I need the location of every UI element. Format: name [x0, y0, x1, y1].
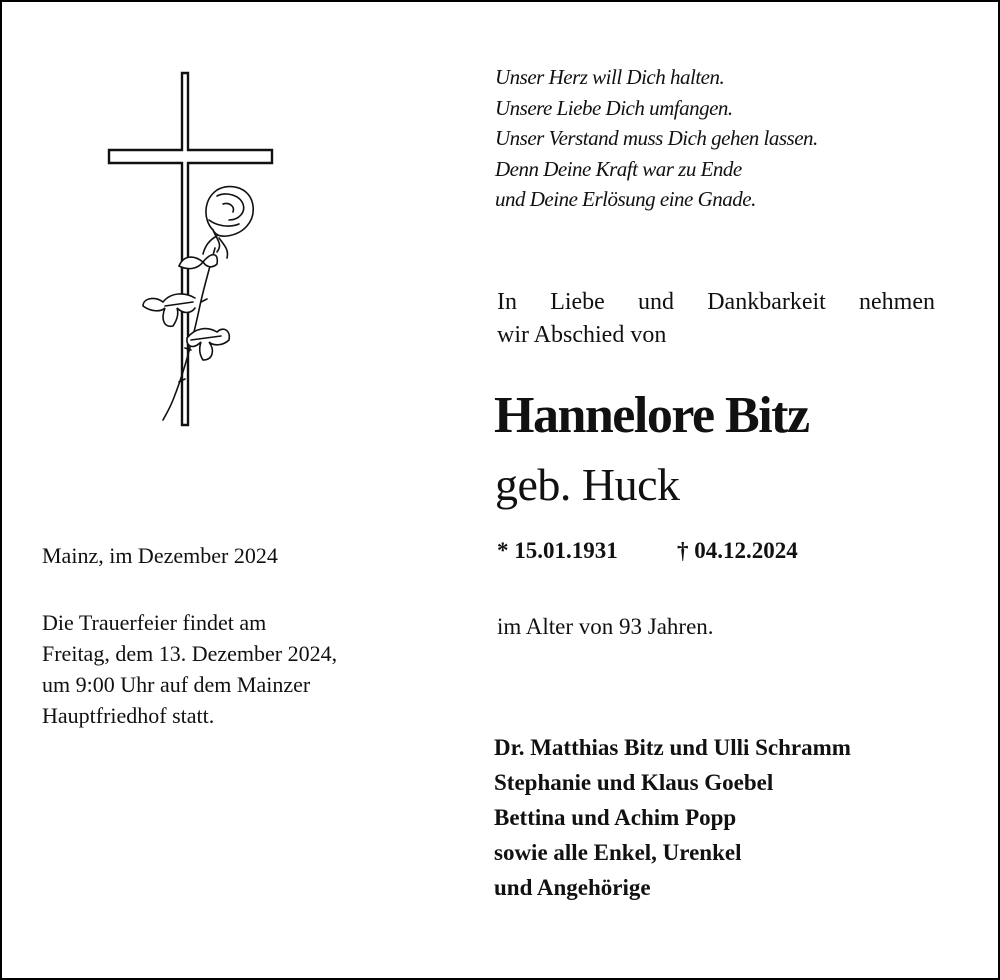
mourner-line: sowie alle Enkel, Urenkel — [494, 840, 742, 865]
mourners-list — [494, 730, 851, 905]
place-date: Mainz, im Dezember 2024 — [42, 543, 278, 568]
mourner-line: Stephanie und Klaus Goebel — [494, 770, 774, 795]
mourner-line: und Angehörige — [494, 875, 651, 900]
funeral-notice — [42, 607, 337, 731]
deceased-name: Hannelore Bitz — [494, 387, 809, 444]
death-date: † 04.12.2024 — [677, 538, 798, 563]
mourner-line: Bettina und Achim Popp — [494, 805, 737, 830]
poem-line: Unsere Liebe Dich umfangen. — [495, 95, 733, 120]
poem — [495, 62, 818, 215]
funeral-line: Die Trauerfeier findet am — [42, 610, 267, 635]
funeral-line: Hauptfriedhof statt. — [42, 703, 215, 728]
funeral-line: Freitag, dem 13. Dezember 2024, — [42, 641, 338, 666]
mourner-line: Dr. Matthias Bitz und Ulli Schramm — [494, 735, 851, 760]
birth-date: * 15.01.1931 — [497, 538, 618, 563]
maiden-name: geb. Huck — [495, 459, 680, 510]
cross-with-rose-icon — [105, 70, 280, 432]
intro-line: In Liebe und Dankbarkeit nehmen — [497, 289, 935, 315]
funeral-line: um 9:00 Uhr auf dem Mainzer — [42, 672, 311, 697]
poem-line: Denn Deine Kraft war zu Ende — [495, 156, 742, 181]
life-dates — [497, 538, 798, 564]
poem-line: Unser Verstand muss Dich gehen lassen. — [495, 126, 818, 150]
poem-line: Unser Herz will Dich halten. — [495, 65, 725, 89]
farewell-intro — [497, 286, 937, 352]
intro-line: wir Abschied von — [497, 322, 667, 348]
poem-line: und Deine Erlösung eine Gnade. — [495, 187, 756, 211]
age-text: im Alter von 93 Jahren. — [497, 614, 714, 639]
